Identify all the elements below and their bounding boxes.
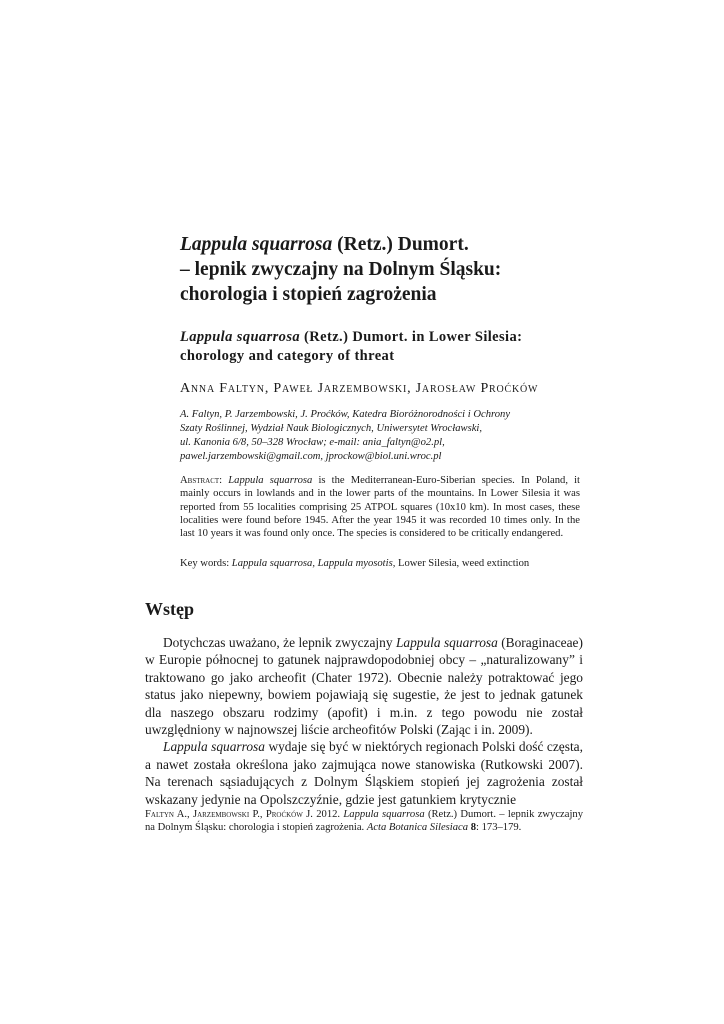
title-english-line1-rest: (Retz.) Dumort. in Lower Silesia: <box>304 329 523 345</box>
title-polish-species: Lappula squarrosa <box>180 234 333 255</box>
keywords <box>180 557 580 571</box>
section-heading: Wstęp <box>145 599 194 619</box>
citation-pages: : 173–179. <box>476 822 522 834</box>
affiliation-line2: Szaty Roślinnej, Wydział Nauk Biologicznych, Uniwersytet Wrocławski, <box>180 423 482 434</box>
citation-title: (Retz.) Dumort. – lepnik zwyczajny na Dolnym Śląsku: chorologia i stopień zagrożenia. <box>145 809 584 834</box>
title-polish <box>180 232 600 307</box>
paragraph2-rest: wydaje się być w niektórych regionach Polski dość częsta, a nawet została określona jako zajmująca nowe stanowiska (Rutkowski 2007). Na terenach sąsiadujących z Dolnym Śląskiem stopień jej zagrożenia został wskazany jedynie na Opolszczyźnie, gdzie jest gatunkiem krytycznie <box>145 739 583 807</box>
abstract <box>180 474 580 540</box>
citation-species: Lappula squarrosa <box>343 809 425 820</box>
title-english-line2: chorology and category of threat <box>180 348 395 364</box>
affiliation <box>180 408 580 464</box>
paragraph1-rest: (Boraginaceae) w Europie północnej to gatunek najprawdopodobniej obcy – „naturalizowany” i traktowano go jako archeofit (Chater 1972). Obecnie należy potraktować jego status jako niepewny, bowiem pojawiają się sugestie, że jest to jednak gatunek dla naszego obszaru rodzimy (apofit) i m.in. z tego powodu nie został uwzględniony w najnowszej liście archeofitów Polski (Zając i in. 2009). <box>145 635 583 738</box>
paragraph2-species: Lappula squarrosa <box>163 739 265 755</box>
title-polish-line3: chorologia i stopień zagrożenia <box>180 284 437 305</box>
affiliation-line1: A. Faltyn, P. Jarzembowski, J. Proćków, Katedra Bioróżnorodności i Ochrony <box>180 409 511 420</box>
citation <box>145 808 583 835</box>
paragraph <box>145 738 583 808</box>
paragraph1-species: Lappula squarrosa <box>395 635 498 650</box>
title-english-species: Lappula squarrosa <box>180 329 301 345</box>
citation-journal: Acta Botanica Silesiaca <box>366 822 469 834</box>
title-polish-line2: – lepnik zwyczajny na Dolnym Śląsku: <box>180 259 502 280</box>
abstract-text: is the Mediterranean-Euro-Siberian species. In Poland, it mainly occurs in lowlands and in the lower parts of the mountains. In Lower Silesia it was reported from 55 localities comprising 25 ATPOL squares (10x10 km). In most cases, these localities were found before 1945. After the year 1945 it was recorded 10 times only. In the last 10 years it was found only once. The species is considered to be critically endangered. <box>180 475 580 540</box>
citation-authors: Faltyn A., Jarzembowski P., Proćków J. 2012. <box>145 809 341 820</box>
paragraph <box>145 634 583 738</box>
keywords-label: Key words: <box>180 558 230 569</box>
abstract-label: Abstract: <box>180 475 223 486</box>
citation-volume: 8 <box>470 822 477 834</box>
abstract-species: Lappula squarrosa <box>228 475 313 486</box>
keywords-rest: Lower Silesia, weed extinction <box>398 558 530 569</box>
affiliation-line4: pawel.jarzembowski@gmail.com, jprockow@biol.uni.wroc.pl <box>180 451 442 462</box>
paragraph1-start: Dotychczas uważano, że lepnik zwyczajny <box>163 635 393 650</box>
title-english <box>180 328 580 366</box>
author-list: Anna Faltyn, Paweł Jarzembowski, Jarosław Proćków <box>180 381 539 396</box>
affiliation-line3: ul. Kanonia 6/8, 50–328 Wrocław; e-mail: ania_faltyn@o2.pl, <box>180 437 445 448</box>
body-text <box>145 634 583 808</box>
title-polish-line1-rest: (Retz.) Dumort. <box>337 234 469 255</box>
keywords-species: Lappula squarrosa, Lappula myosotis, <box>231 558 396 569</box>
